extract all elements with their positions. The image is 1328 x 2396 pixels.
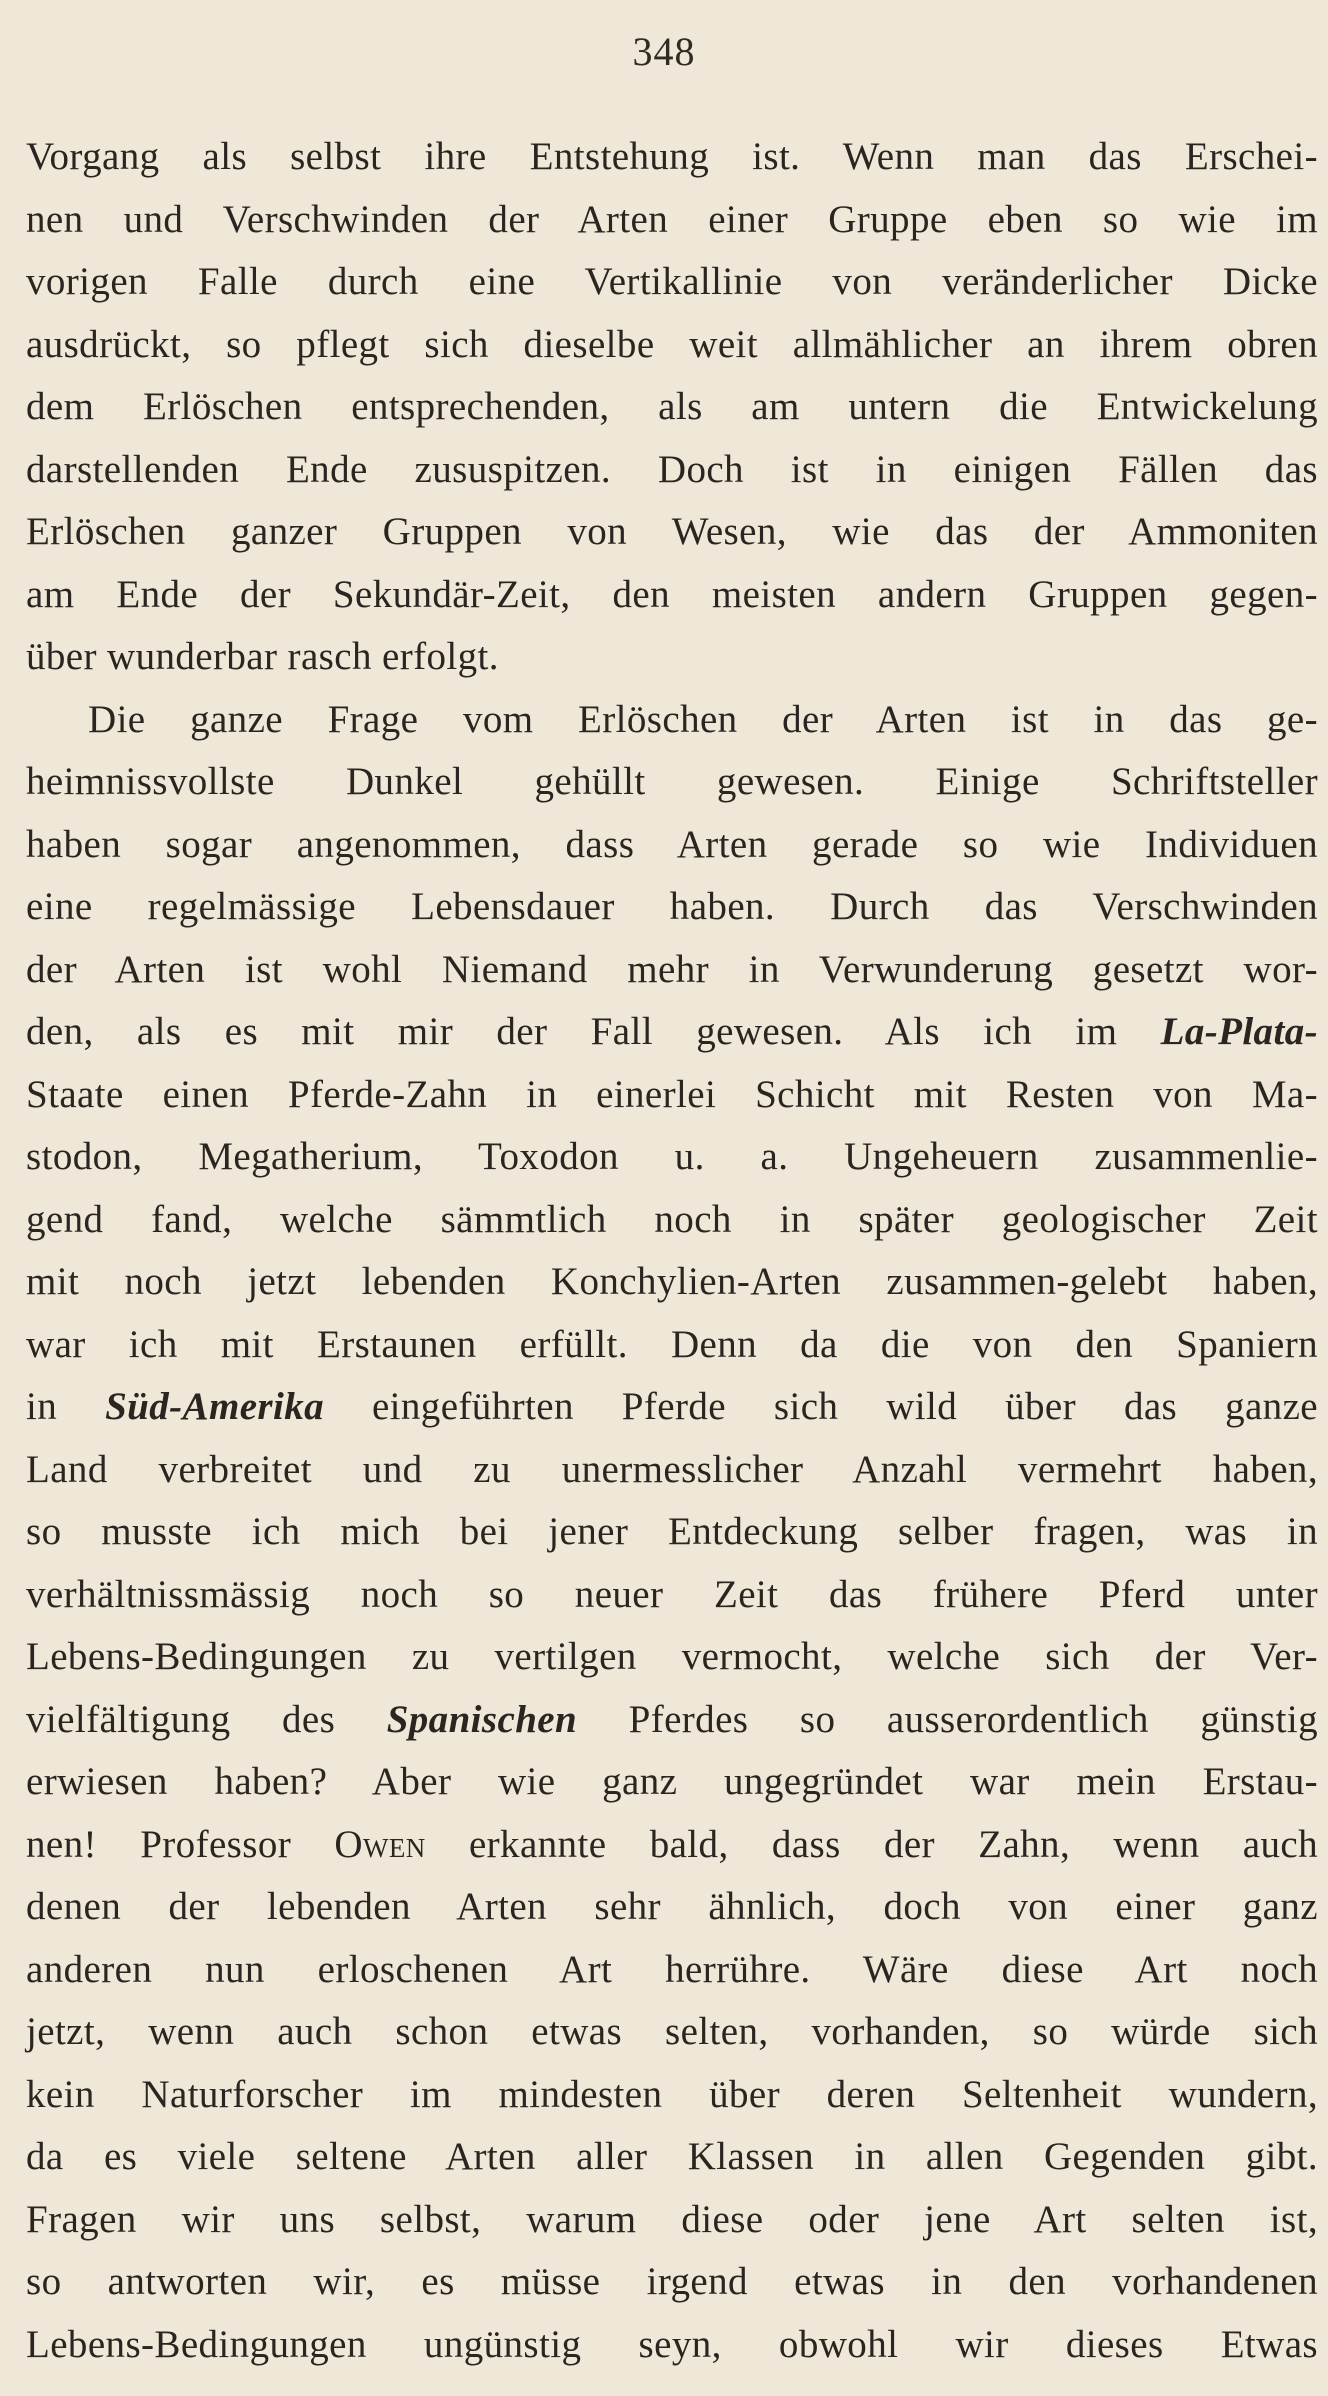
- text-line: Land verbreitet und zu unermesslicher Anzahl vermehrt haben,: [26, 1447, 1318, 1491]
- text-line: stodon, Megatherium, Toxodon u. a. Ungeheuern zusammenlie-: [26, 1135, 1318, 1178]
- text-line: Lebens-Bedingungen ungünstig seyn, obwohl wir dieses Etwas: [26, 2322, 1318, 2366]
- body-text: [26, 126, 1318, 2376]
- paragraph-end-line: über wunderbar rasch erfolgt.: [26, 635, 499, 678]
- text-line: vorigen Falle durch eine Vertikallinie von veränderlicher Dicke: [26, 260, 1318, 303]
- text-line: eine regelmässige Lebensdauer haben. Durch das Verschwinden: [26, 885, 1318, 928]
- text-line: anderen nun erloschenen Art herrühre. Wäre diese Art noch: [26, 1947, 1318, 1991]
- text-line: denen der lebenden Arten sehr ähnlich, doch von einer ganz: [26, 1885, 1318, 1928]
- text-line: heimnissvollste Dunkel gehüllt gewesen. Einige Schriftsteller: [26, 760, 1318, 803]
- text-line: haben sogar angenommen, dass Arten gerade so wie Individuen: [26, 822, 1318, 866]
- text-line: mit noch jetzt lebenden Konchylien-Arten zusammen-gelebt haben,: [26, 1260, 1318, 1303]
- text-line: so antworten wir, es müsse irgend etwas in den vorhandenen: [26, 2260, 1318, 2303]
- text-line: gend fand, welche sämmtlich noch in später geologischer Zeit: [26, 1197, 1318, 1241]
- emphasized-place-name: La-Plata-: [1160, 1010, 1318, 1053]
- author-name-small-caps: Owen: [334, 1822, 426, 1866]
- text-line: jetzt, wenn auch schon etwas selten, vorhanden, so würde sich: [26, 2010, 1318, 2053]
- text-line: verhältnissmässig noch so neuer Zeit das frühere Pferd unter: [26, 1572, 1318, 1616]
- text-line: nen! Professor Owen erkannte bald, dass der Zahn, wenn auch: [26, 1822, 1318, 1866]
- text-line: Fragen wir uns selbst, warum diese oder jene Art selten ist,: [26, 2197, 1318, 2241]
- text-line: Lebens-Bedingungen zu vertilgen vermocht, welche sich der Ver-: [26, 1635, 1318, 1678]
- text-line: Staate einen Pferde-Zahn in einerlei Schicht mit Resten von Ma-: [26, 1072, 1318, 1116]
- page-number: 348: [632, 29, 696, 74]
- text-line: ausdrückt, so pflegt sich dieselbe weit allmählicher an ihrem obren: [26, 322, 1318, 366]
- text-line: dem Erlöschen entsprechenden, als am untern die Entwickelung: [26, 385, 1318, 428]
- text-line: den, als es mit mir der Fall gewesen. Als ich im La-Plata-: [26, 1010, 1318, 1053]
- text-line: Vorgang als selbst ihre Entstehung ist. Wenn man das Erschei-: [26, 135, 1318, 178]
- text-line: darstellenden Ende zususpitzen. Doch ist in einigen Fällen das: [26, 447, 1318, 491]
- text-line: erwiesen haben? Aber wie ganz ungegründet war mein Erstau-: [26, 1760, 1318, 1803]
- emphasized-word: Spanischen: [386, 1697, 578, 1741]
- text-line: vielfältigung des Spanischen Pferdes so ausserordentlich günstig: [26, 1697, 1318, 1741]
- text-line: nen und Verschwinden der Arten einer Gruppe eben so wie im: [26, 197, 1318, 241]
- text-line: kein Naturforscher im mindesten über deren Seltenheit wundern,: [26, 2072, 1318, 2116]
- paragraph-start-line: Die ganze Frage vom Erlöschen der Arten ist in das ge-: [88, 697, 1318, 741]
- text-line: am Ende der Sekundär-Zeit, den meisten andern Gruppen gegen-: [26, 572, 1318, 616]
- emphasized-place-name: Süd-Amerika: [105, 1385, 325, 1428]
- text-line: in Süd-Amerika eingeführten Pferde sich wild über das ganze: [26, 1385, 1318, 1428]
- text-line: der Arten ist wohl Niemand mehr in Verwunderung gesetzt wor-: [26, 947, 1318, 991]
- text-line: war ich mit Erstaunen erfüllt. Denn da die von den Spaniern: [26, 1322, 1318, 1366]
- text-line: Erlöschen ganzer Gruppen von Wesen, wie das der Ammoniten: [26, 510, 1318, 553]
- text-line: da es viele seltene Arten aller Klassen in allen Gegenden gibt.: [26, 2135, 1318, 2178]
- text-line: so musste ich mich bei jener Entdeckung selber fragen, was in: [26, 1510, 1318, 1553]
